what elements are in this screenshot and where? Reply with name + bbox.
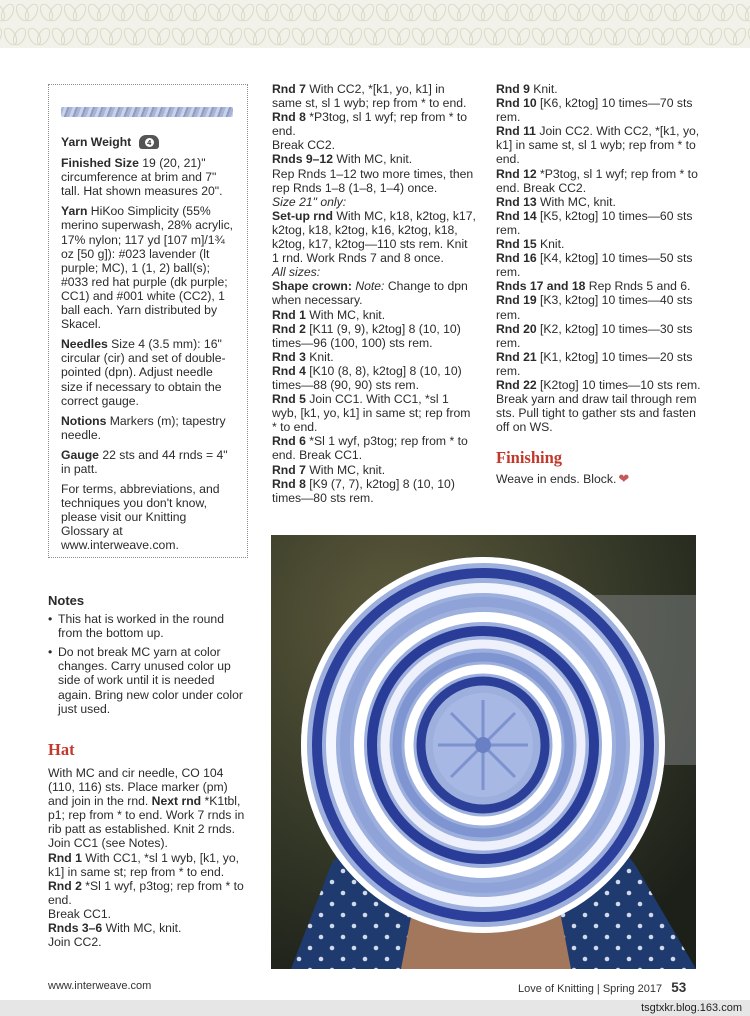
hat-join-cc2: Join CC2. [48, 935, 102, 950]
next-rnd-text: *K1tbl, p1; rep from * to end. Work 7 rnds in rib patt as established. Knit 2 rnds. Join CC1 (see Notes). [48, 794, 245, 851]
notes-item-text: This hat is worked in the round from the bottom up. [58, 612, 224, 641]
mid-size-21 [272, 195, 477, 209]
knit-stitch [74, 24, 98, 48]
yarn-swatch-image [61, 107, 233, 117]
rnd-text: [K6, k2tog] 10 times—70 sts rem. [496, 96, 693, 125]
knit-stitch [674, 24, 698, 48]
yarn-weight-label: Yarn Weight [61, 135, 132, 149]
terms-info: For terms, abbreviations, and techniques you don't know, please visit our Knitting Glossary at www.interweave.com. [61, 482, 220, 553]
rnd-label: Rnd 1 [272, 307, 306, 322]
yarn-weight-line [61, 135, 235, 149]
rnd-label: Rnd 16 [496, 251, 537, 266]
hat-photo-illustration [271, 535, 696, 969]
crown-rnd-14 [496, 209, 701, 237]
rnd-label: Rnd 3 [272, 349, 306, 364]
knit-stitch [530, 24, 554, 48]
rnd-label: Rnd 2 [272, 321, 306, 336]
knit-stitch [38, 0, 62, 24]
hat-rnd-2 [48, 879, 250, 907]
notes-title: Notes [48, 593, 85, 608]
crown-rnd-19 [496, 293, 701, 321]
note-label: Note: [355, 279, 385, 294]
knit-stitch [602, 24, 626, 48]
knit-stitch [626, 24, 650, 48]
knit-stitch [26, 24, 50, 48]
rnd-text: [K11 (9, 9), k2tog] 8 (10, 10) times—96 (100, 100) sts rem. [272, 321, 461, 350]
crown-rnd-6 [272, 434, 477, 462]
watermark-credit: tsgtxkr.blog.163.com [641, 1002, 742, 1014]
note-text: Change to dpn when necessary. [272, 279, 468, 308]
knit-stitch [698, 24, 722, 48]
hat-rnd-1 [48, 851, 250, 879]
rnd-text: With MC, knit. [305, 307, 386, 322]
knit-stitch [350, 0, 374, 24]
hat-intro-text: With MC and cir needle, CO 104 (110, 116) sts. Place marker (pm) and join in the rnd. [48, 766, 228, 809]
finished-size-text: 19 (20, 21)" circumference at brim and 7" tall. Hat shown measures 20". [61, 156, 223, 199]
knit-stitch [422, 0, 446, 24]
knit-stitch-row [0, 24, 750, 48]
knit-stitch [458, 24, 482, 48]
rnd-label: Rnds 3–6 [48, 921, 103, 936]
rnd-text: *Sl 1 wyf, p3tog; rep from * to end. [48, 878, 244, 907]
rnd-label: Rnd 7 [272, 462, 306, 477]
materials-sidebar [48, 84, 248, 558]
rnd-text: *P3tog, sl 1 wyf; rep from * to end. [272, 110, 468, 139]
rnd-text: With MC, knit. [536, 194, 616, 209]
knit-stitch [0, 0, 14, 24]
rnd-label: Rnd 21 [496, 349, 537, 364]
knit-stitch [62, 0, 86, 24]
knit-stitch [170, 24, 194, 48]
rnd-text: Knit. [305, 349, 334, 364]
knit-stitch [518, 0, 542, 24]
crown-rnds-17-18 [496, 279, 701, 293]
knit-stitch [554, 24, 578, 48]
crown-rnd-1 [272, 308, 477, 322]
crown-rnd-2 [272, 322, 477, 350]
needles-text: Size 4 (3.5 mm): 16" circular (cir) and set of double-pointed (dpn). Adjust needle size if necessary to obtain the correct gauge. [61, 337, 226, 408]
rnd-text: Join CC1. With CC1, *sl 1 wyb, [k1, yo, k1] in same st; rep from * to end. [272, 392, 471, 435]
notions-text: Markers (m); tapestry needle. [61, 413, 226, 442]
rnd-text: [K2tog] 10 times—10 sts rem. [536, 377, 701, 392]
knit-stitch [386, 24, 410, 48]
knit-stitch [122, 24, 146, 48]
knit-stitch [662, 0, 686, 24]
gauge-text: 22 sts and 44 rnds = 4" in patt. [61, 447, 228, 476]
crown-rnd-16 [496, 251, 701, 279]
knit-stitch [566, 0, 590, 24]
knit-stitch [14, 0, 38, 24]
rnd-label: Rnd 12 [496, 166, 537, 181]
rnd-text: Knit. [529, 82, 558, 96]
size-note: All sizes: [272, 265, 321, 280]
rnd-text: [K1, k2tog] 10 times—20 sts rem. [496, 349, 693, 378]
rnd-label: Set-up rnd [272, 208, 333, 223]
knit-stitch [410, 24, 434, 48]
notes-section [48, 594, 250, 721]
knit-stitch [446, 0, 470, 24]
rnd-label: Rnd 15 [496, 237, 537, 252]
rnd-label: Rnd 7 [272, 82, 306, 96]
knit-stitch [638, 0, 662, 24]
knit-stitch [206, 0, 230, 24]
right-column [496, 82, 701, 486]
crown-rnd-15 [496, 237, 701, 251]
crown-rnd-3 [272, 350, 477, 364]
knit-stitch [710, 0, 734, 24]
rnd-text: Join CC2. With CC2, *[k1, yo, k1] in same st, sl 1 wyb; rep from * to end. [496, 124, 700, 167]
knit-stitch [578, 24, 602, 48]
rnd-label: Rnd 6 [272, 434, 306, 449]
crown-rnd-4 [272, 364, 477, 392]
knit-stitch [110, 0, 134, 24]
rnd-label: Rnd 20 [496, 321, 537, 336]
knit-stitch [302, 0, 326, 24]
rnd-text: [K4, k2tog] 10 times—50 sts rem. [496, 251, 693, 280]
knit-stitch [722, 24, 746, 48]
knit-stitch [398, 0, 422, 24]
hat-break-cc1: Break CC1. [48, 906, 111, 921]
rnd-label: Rnds 17 and 18 [496, 279, 586, 294]
knit-stitch [482, 24, 506, 48]
yarn-text: HiKoo Simplicity (55% merino superwash, 28% acrylic, 17% nylon; 117 yd [107 m]/1¾ oz [50 g]): #023 lavender (lt purple; MC), 1 (1, 2) ball(s); #033 red hat purple (dk purple; CC1) and #001 white (CC2), 1 ball each. Yarn distributed by Skacel. [61, 204, 234, 332]
page-number: 53 [671, 980, 687, 995]
hat-intro [48, 766, 250, 851]
crown-rnd-22 [496, 378, 701, 392]
middle-column [272, 82, 477, 505]
knit-stitch [158, 0, 182, 24]
bullet-dot: • [48, 645, 53, 660]
mid-rnd-8 [272, 110, 477, 138]
crown-rnd-13 [496, 195, 701, 209]
rnd-text: [K9 (7, 7), k2tog] 8 (10, 10) times—80 sts rem. [272, 476, 455, 505]
hat-rnds-3-6 [48, 921, 250, 935]
knit-stitch [254, 0, 278, 24]
rnd-label: Rnd 5 [272, 392, 306, 407]
crown-rnd-21 [496, 350, 701, 378]
rnd-text: With MC, knit. [305, 462, 386, 477]
rnd-text: With MC, k18, k2tog, k17, k2tog, k18, k2tog, k16, k2tog, k18, k2tog, k17, k2tog—110 sts rem. Knit 1 rnd. Work Rnds 7 and 8 once. [272, 208, 476, 266]
knit-stitch [278, 0, 302, 24]
bullet-dot: • [48, 612, 53, 627]
mid-break-cc2: Break CC2. [272, 138, 335, 153]
knit-stitch [98, 24, 122, 48]
knit-stitch [542, 0, 566, 24]
knit-stitch [374, 0, 398, 24]
knit-stitch-header-band [0, 0, 750, 48]
mid-rnds-9-12 [272, 152, 477, 166]
hat-photo [271, 535, 696, 969]
hat-heading: Hat [48, 740, 75, 759]
rnd-text: Rep Rnds 5 and 6. [585, 279, 691, 294]
knit-stitch [50, 24, 74, 48]
yarn-weight-number: 4 [145, 138, 154, 147]
crown-rnd-7 [272, 463, 477, 477]
gauge-label: Gauge [61, 447, 99, 462]
knit-stitch [338, 24, 362, 48]
knit-stitch [650, 24, 674, 48]
heart-icon: ❤ [618, 471, 630, 487]
finished-size-label: Finished Size [61, 156, 139, 171]
notes-item-text: Do not break MC yarn at color changes. Carry unused color up side of work until it is needed again. Bring new color under color just used. [58, 645, 243, 716]
mid-shape-crown [272, 279, 477, 307]
rnd-label: Rnd 22 [496, 377, 537, 392]
knit-stitch [290, 24, 314, 48]
crown-break-yarn: Break yarn and draw tail through rem sts. Pull tight to gather sts and fasten off on WS. [496, 392, 697, 435]
rnd-text: [K5, k2tog] 10 times—60 sts rem. [496, 208, 693, 237]
notes-item [48, 612, 250, 640]
rnd-text: [K2, k2tog] 10 times—30 sts rem. [496, 321, 693, 350]
mid-setup-rnd [272, 209, 477, 265]
knit-stitch [230, 0, 254, 24]
crown-rnd-11 [496, 124, 701, 166]
credit-bar [0, 1000, 750, 1016]
knit-stitch [2, 24, 26, 48]
rnd-label: Rnd 19 [496, 293, 537, 308]
knit-stitch [506, 24, 530, 48]
mid-all-sizes [272, 265, 477, 279]
rnd-label: Rnds 9–12 [272, 152, 333, 167]
rnd-text: With CC2, *[k1, yo, k1] in same st, sl 1 wyb; rep from * to end. [272, 82, 467, 111]
gauge-info [61, 448, 235, 476]
finishing-heading: Finishing [496, 448, 563, 468]
crown-rnd-9 [496, 82, 701, 96]
knit-stitch [266, 24, 290, 48]
rnd-label: Rnd 2 [48, 878, 82, 893]
rnd-text: [K3, k2tog] 10 times—40 sts rem. [496, 293, 693, 322]
mid-repeat: Rep Rnds 1–12 two more times, then rep Rnds 1–8 (1–8, 1–4) once. [272, 166, 474, 195]
hat-section [48, 740, 250, 949]
needles-info [61, 337, 235, 407]
needles-label: Needles [61, 337, 108, 352]
knit-stitch [326, 0, 350, 24]
yarn-weight-icon [139, 135, 159, 149]
rnd-text: *P3tog, sl 1 wyf; rep from * to end. Break CC2. [496, 166, 698, 195]
rnd-label: Rnd 10 [496, 96, 537, 111]
footer-magazine-info [518, 980, 686, 995]
knit-stitch [686, 0, 710, 24]
rnd-label: Rnd 1 [48, 850, 82, 865]
knit-stitch [242, 24, 266, 48]
notions-info [61, 414, 235, 442]
footer-separator: | [593, 983, 603, 995]
rnd-label: Rnd 8 [272, 110, 306, 125]
finished-size [61, 156, 235, 198]
footer-website: www.interweave.com [48, 980, 152, 992]
knit-stitch [614, 0, 638, 24]
rnd-label: Rnd 4 [272, 363, 306, 378]
knit-stitch [182, 0, 206, 24]
knit-stitch [218, 24, 242, 48]
issue-name: Spring 2017 [602, 983, 663, 995]
knit-stitch [434, 24, 458, 48]
knit-stitch [734, 0, 750, 24]
notes-item [48, 645, 250, 715]
finishing-text-body: Weave in ends. Block. [496, 472, 617, 487]
knit-stitch [590, 0, 614, 24]
knit-stitch [86, 0, 110, 24]
finishing-text [496, 472, 701, 486]
knit-stitch [746, 24, 750, 48]
rnd-label: Rnd 8 [272, 476, 306, 491]
knit-stitch [146, 24, 170, 48]
knit-stitch [194, 24, 218, 48]
knit-stitch [314, 24, 338, 48]
crown-rnd-8 [272, 477, 477, 505]
rnd-text: With MC, knit. [102, 921, 182, 936]
rnd-label: Rnd 9 [496, 82, 530, 96]
mid-rnd-7 [272, 82, 477, 110]
yarn-info [61, 204, 235, 331]
crown-rnd-10 [496, 96, 701, 124]
knit-stitch-row [0, 0, 750, 24]
shape-crown-label: Shape crown: [272, 279, 352, 294]
rnd-label: Rnd 11 [496, 124, 536, 139]
crown-rnd-5 [272, 392, 477, 434]
yarn-label: Yarn [61, 204, 88, 219]
notions-label: Notions [61, 413, 107, 428]
rnd-text: With MC, knit. [332, 152, 413, 167]
crown-rnd-20 [496, 322, 701, 350]
rnd-text: *Sl 1 wyf, p3tog; rep from * to end. Break CC1. [272, 434, 468, 463]
knit-stitch [494, 0, 518, 24]
rnd-text: With CC1, *sl 1 wyb, [k1, yo, k1] in same st; rep from * to end. [48, 850, 239, 879]
rnd-text: [K10 (8, 8), k2tog] 8 (10, 10) times—88 (90, 90) sts rem. [272, 363, 462, 392]
magazine-name: Love of Knitting [518, 983, 594, 995]
knit-stitch [134, 0, 158, 24]
rnd-label: Rnd 13 [496, 194, 537, 209]
crown-rnd-12 [496, 167, 701, 195]
knit-stitch [362, 24, 386, 48]
knit-stitch [470, 0, 494, 24]
size-note: Size 21" only: [272, 194, 347, 209]
rnd-text: Knit. [536, 237, 565, 252]
next-rnd-label: Next rnd [151, 794, 202, 809]
rnd-label: Rnd 14 [496, 208, 537, 223]
